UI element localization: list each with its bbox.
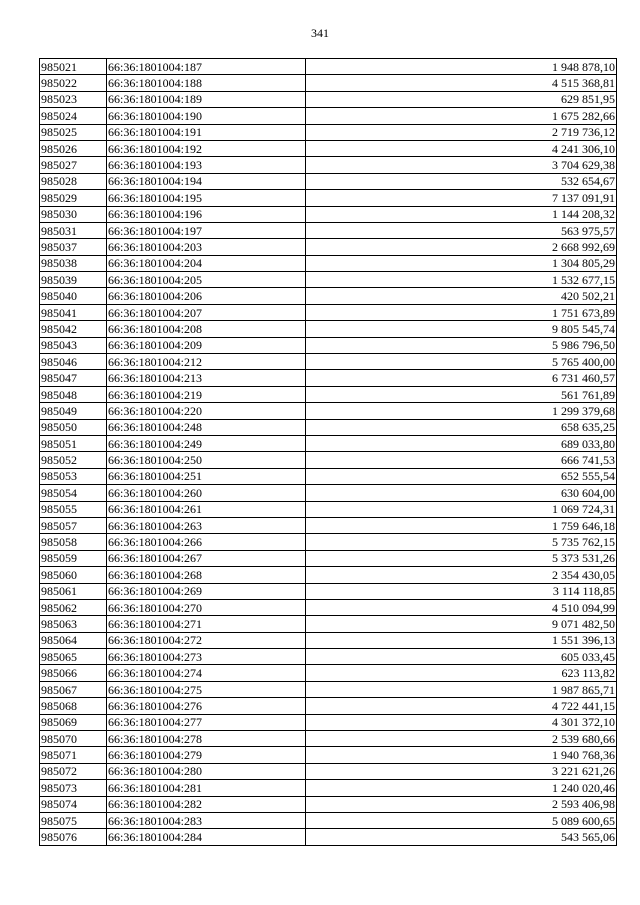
cadastral-value-cell: 689 033,80 [306,435,617,451]
cadastral-value-cell: 2 539 680,66 [306,731,617,747]
cadastral-number-cell: 66:36:1801004:266 [107,534,306,550]
cadastral-value-cell: 5 373 531,26 [306,550,617,566]
table-row [40,124,617,140]
table-row [40,370,617,386]
table-row [40,190,617,206]
row-id-cell: 985069 [40,714,107,730]
cadastral-number-cell: 66:36:1801004:274 [107,665,306,681]
cadastral-value-cell: 4 301 372,10 [306,714,617,730]
row-id-cell: 985073 [40,780,107,796]
table-row [40,747,617,763]
cadastral-number-cell: 66:36:1801004:193 [107,157,306,173]
cadastral-number-cell: 66:36:1801004:250 [107,452,306,468]
row-id-cell: 985031 [40,222,107,238]
row-id-cell: 985026 [40,140,107,156]
cadastral-number-cell: 66:36:1801004:251 [107,468,306,484]
table-row [40,632,617,648]
row-id-cell: 985043 [40,337,107,353]
row-id-cell: 985037 [40,239,107,255]
row-id-cell: 985048 [40,386,107,402]
cadastral-value-cell: 666 741,53 [306,452,617,468]
cadastral-value-cell: 1 675 282,66 [306,108,617,124]
table-row [40,649,617,665]
table-row [40,321,617,337]
cadastral-number-cell: 66:36:1801004:282 [107,796,306,812]
cadastral-value-cell: 1 551 396,13 [306,632,617,648]
cadastral-value-cell: 4 510 094,99 [306,599,617,615]
row-id-cell: 985068 [40,698,107,714]
cadastral-number-cell: 66:36:1801004:187 [107,59,306,75]
row-id-cell: 985065 [40,649,107,665]
row-id-cell: 985046 [40,354,107,370]
table-row [40,255,617,271]
row-id-cell: 985076 [40,829,107,845]
table-row [40,108,617,124]
row-id-cell: 985038 [40,255,107,271]
cadastral-number-cell: 66:36:1801004:275 [107,681,306,697]
cadastral-value-cell: 1 759 646,18 [306,517,617,533]
table-row [40,403,617,419]
cadastral-number-cell: 66:36:1801004:212 [107,354,306,370]
row-id-cell: 985027 [40,157,107,173]
row-id-cell: 985049 [40,403,107,419]
row-id-cell: 985066 [40,665,107,681]
cadastral-value-cell: 5 986 796,50 [306,337,617,353]
row-id-cell: 985072 [40,763,107,779]
row-id-cell: 985030 [40,206,107,222]
table-row [40,435,617,451]
row-id-cell: 985060 [40,567,107,583]
cadastral-value-cell: 1 144 208,32 [306,206,617,222]
cadastral-value-cell: 630 604,00 [306,485,617,501]
table-row [40,763,617,779]
table-body [40,59,617,846]
cadastral-value-cell: 658 635,25 [306,419,617,435]
cadastral-number-cell: 66:36:1801004:280 [107,763,306,779]
row-id-cell: 985070 [40,731,107,747]
table-row [40,681,617,697]
cadastral-number-cell: 66:36:1801004:205 [107,272,306,288]
row-id-cell: 985047 [40,370,107,386]
cadastral-number-cell: 66:36:1801004:283 [107,812,306,828]
table-row [40,468,617,484]
cadastral-value-cell: 4 241 306,10 [306,140,617,156]
table-row [40,337,617,353]
cadastral-number-cell: 66:36:1801004:206 [107,288,306,304]
cadastral-value-cell: 1 240 020,46 [306,780,617,796]
row-id-cell: 985059 [40,550,107,566]
cadastral-value-cell: 7 137 091,91 [306,190,617,206]
row-id-cell: 985075 [40,812,107,828]
cadastral-value-cell: 3 114 118,85 [306,583,617,599]
row-id-cell: 985061 [40,583,107,599]
table-row [40,239,617,255]
row-id-cell: 985054 [40,485,107,501]
cadastral-value-cell: 605 033,45 [306,649,617,665]
row-id-cell: 985042 [40,321,107,337]
cadastral-number-cell: 66:36:1801004:196 [107,206,306,222]
table-row [40,222,617,238]
cadastral-value-cell: 4 722 441,15 [306,698,617,714]
cadastral-value-cell: 1 304 805,29 [306,255,617,271]
cadastral-value-cell: 3 704 629,38 [306,157,617,173]
table-row [40,517,617,533]
row-id-cell: 985074 [40,796,107,812]
cadastral-value-cell: 561 761,89 [306,386,617,402]
cadastral-value-cell: 9 805 545,74 [306,321,617,337]
cadastral-number-cell: 66:36:1801004:277 [107,714,306,730]
table-row [40,272,617,288]
cadastral-number-cell: 66:36:1801004:213 [107,370,306,386]
cadastral-value-cell: 1 532 677,15 [306,272,617,288]
row-id-cell: 985053 [40,468,107,484]
cadastral-value-cell: 2 719 736,12 [306,124,617,140]
row-id-cell: 985071 [40,747,107,763]
cadastral-number-cell: 66:36:1801004:278 [107,731,306,747]
table-row [40,616,617,632]
table-row [40,288,617,304]
row-id-cell: 985063 [40,616,107,632]
row-id-cell: 985022 [40,75,107,91]
cadastral-value-cell: 2 593 406,98 [306,796,617,812]
table-row [40,731,617,747]
cadastral-number-cell: 66:36:1801004:263 [107,517,306,533]
table-row [40,583,617,599]
cadastral-number-cell: 66:36:1801004:267 [107,550,306,566]
cadastral-number-cell: 66:36:1801004:284 [107,829,306,845]
cadastral-number-cell: 66:36:1801004:191 [107,124,306,140]
cadastral-value-cell: 420 502,21 [306,288,617,304]
cadastral-number-cell: 66:36:1801004:279 [107,747,306,763]
cadastral-number-cell: 66:36:1801004:190 [107,108,306,124]
row-id-cell: 985062 [40,599,107,615]
cadastral-number-cell: 66:36:1801004:260 [107,485,306,501]
cadastral-number-cell: 66:36:1801004:204 [107,255,306,271]
cadastral-number-cell: 66:36:1801004:272 [107,632,306,648]
row-id-cell: 985029 [40,190,107,206]
cadastral-value-cell: 9 071 482,50 [306,616,617,632]
cadastral-number-cell: 66:36:1801004:269 [107,583,306,599]
cadastral-value-cell: 629 851,95 [306,91,617,107]
cadastral-value-cell: 3 221 621,26 [306,763,617,779]
table-row [40,780,617,796]
cadastral-value-cell: 6 731 460,57 [306,370,617,386]
cadastral-value-cell: 1 987 865,71 [306,681,617,697]
cadastral-number-cell: 66:36:1801004:209 [107,337,306,353]
cadastral-number-cell: 66:36:1801004:261 [107,501,306,517]
row-id-cell: 985055 [40,501,107,517]
cadastral-value-cell: 4 515 368,81 [306,75,617,91]
table-row [40,829,617,845]
row-id-cell: 985021 [40,59,107,75]
row-id-cell: 985052 [40,452,107,468]
cadastral-number-cell: 66:36:1801004:197 [107,222,306,238]
table-row [40,386,617,402]
cadastral-number-cell: 66:36:1801004:248 [107,419,306,435]
cadastral-value-cell: 2 668 992,69 [306,239,617,255]
cadastral-value-cell: 2 354 430,05 [306,567,617,583]
cadastral-number-cell: 66:36:1801004:194 [107,173,306,189]
cadastral-number-cell: 66:36:1801004:268 [107,567,306,583]
cadastral-number-cell: 66:36:1801004:249 [107,435,306,451]
cadastral-number-cell: 66:36:1801004:219 [107,386,306,402]
cadastral-number-cell: 66:36:1801004:208 [107,321,306,337]
table-row [40,485,617,501]
table-row [40,599,617,615]
row-id-cell: 985064 [40,632,107,648]
table-row [40,206,617,222]
table-row [40,550,617,566]
table-row [40,173,617,189]
table-row [40,140,617,156]
cadastral-value-cell: 1 751 673,89 [306,304,617,320]
table-row [40,157,617,173]
cadastral-value-cell: 1 940 768,36 [306,747,617,763]
cadastral-number-cell: 66:36:1801004:271 [107,616,306,632]
cadastral-number-cell: 66:36:1801004:189 [107,91,306,107]
row-id-cell: 985040 [40,288,107,304]
page-number: 341 [311,26,329,40]
cadastral-number-cell: 66:36:1801004:192 [107,140,306,156]
row-id-cell: 985025 [40,124,107,140]
cadastral-value-cell: 5 089 600,65 [306,812,617,828]
cadastral-value-cell: 623 113,82 [306,665,617,681]
cadastral-value-cell: 652 555,54 [306,468,617,484]
cadastral-value-cell: 1 069 724,31 [306,501,617,517]
cadastral-number-cell: 66:36:1801004:195 [107,190,306,206]
cadastral-number-cell: 66:36:1801004:276 [107,698,306,714]
table-row [40,698,617,714]
row-id-cell: 985028 [40,173,107,189]
row-id-cell: 985057 [40,517,107,533]
table-row [40,419,617,435]
cadastral-value-cell: 1 948 878,10 [306,59,617,75]
row-id-cell: 985041 [40,304,107,320]
table-row [40,534,617,550]
cadastral-value-cell: 563 975,57 [306,222,617,238]
row-id-cell: 985051 [40,435,107,451]
cadastral-number-cell: 66:36:1801004:281 [107,780,306,796]
cadastral-value-table [39,58,617,846]
cadastral-number-cell: 66:36:1801004:203 [107,239,306,255]
table-row [40,354,617,370]
table-row [40,304,617,320]
cadastral-number-cell: 66:36:1801004:270 [107,599,306,615]
table-row [40,91,617,107]
row-id-cell: 985050 [40,419,107,435]
table-row [40,796,617,812]
cadastral-number-cell: 66:36:1801004:207 [107,304,306,320]
row-id-cell: 985039 [40,272,107,288]
cadastral-number-cell: 66:36:1801004:188 [107,75,306,91]
row-id-cell: 985067 [40,681,107,697]
table-row [40,59,617,75]
cadastral-value-cell: 1 299 379,68 [306,403,617,419]
table-row [40,714,617,730]
row-id-cell: 985058 [40,534,107,550]
table-row [40,501,617,517]
table-row [40,665,617,681]
cadastral-value-cell: 5 735 762,15 [306,534,617,550]
table-row [40,75,617,91]
cadastral-number-cell: 66:36:1801004:220 [107,403,306,419]
table-row [40,812,617,828]
row-id-cell: 985024 [40,108,107,124]
row-id-cell: 985023 [40,91,107,107]
cadastral-value-cell: 543 565,06 [306,829,617,845]
cadastral-value-cell: 532 654,67 [306,173,617,189]
table-row [40,567,617,583]
table-row [40,452,617,468]
cadastral-number-cell: 66:36:1801004:273 [107,649,306,665]
cadastral-value-cell: 5 765 400,00 [306,354,617,370]
